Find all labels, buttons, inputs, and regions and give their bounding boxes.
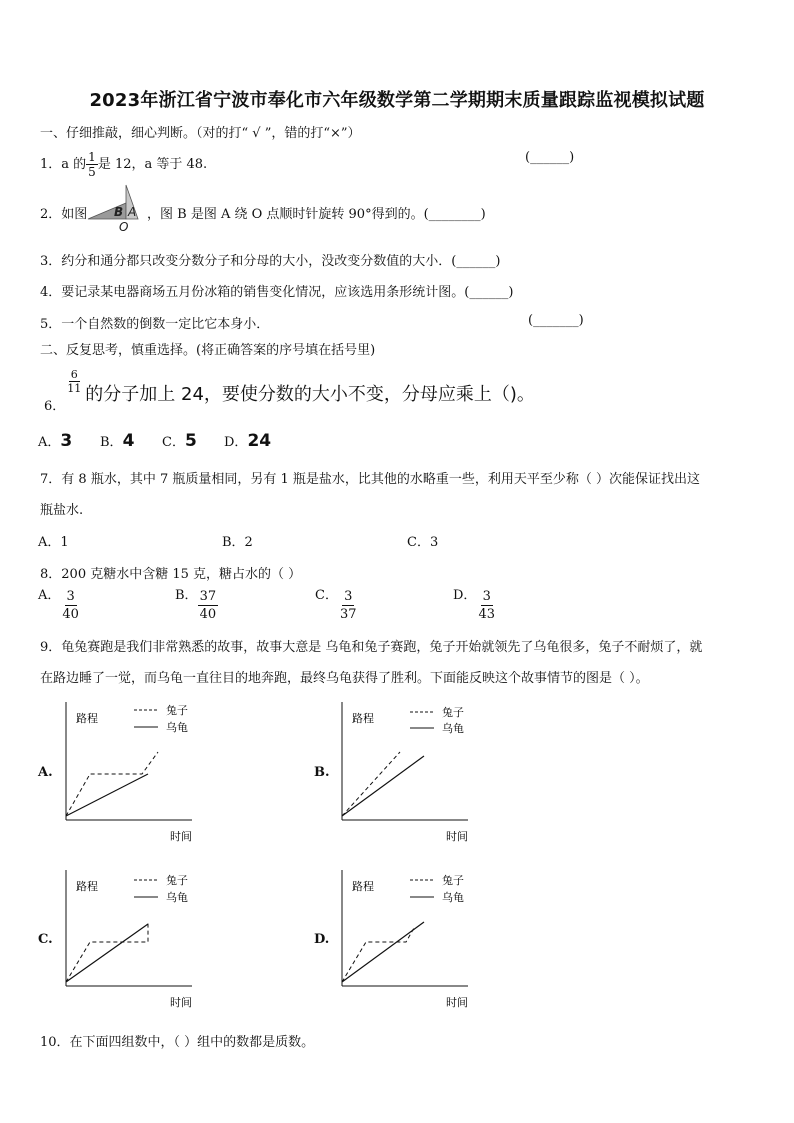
q6-option-a[interactable]: A．3 bbox=[38, 431, 73, 451]
graph-d-label[interactable]: D. bbox=[314, 932, 330, 947]
question-2-text: ，图 B 是图 A 绕 O 点顺时针旋转 90°得到的。(________) bbox=[147, 207, 486, 222]
q8-option-b[interactable]: B． $\frac{37}{40}$ bbox=[175, 588, 217, 622]
svg-text:时间: 时间 bbox=[446, 830, 468, 843]
svg-text:路程: 路程 bbox=[76, 880, 98, 893]
graph-a-label[interactable]: A. bbox=[38, 765, 53, 780]
svg-text:兔子: 兔子 bbox=[442, 706, 464, 719]
svg-text:路程: 路程 bbox=[352, 880, 374, 893]
answer-blank-1[interactable]: (______) bbox=[525, 150, 575, 165]
graph-a bbox=[62, 700, 202, 848]
svg-text:乌龟: 乌龟 bbox=[166, 721, 188, 734]
q7-option-b[interactable]: B．2 bbox=[222, 535, 253, 550]
svg-text:路程: 路程 bbox=[352, 712, 374, 725]
answer-blank-5[interactable]: (_______) bbox=[528, 313, 584, 328]
svg-text:O: O bbox=[119, 220, 129, 233]
q7-option-c[interactable]: C．3 bbox=[407, 535, 439, 550]
question-7: 7．有 8 瓶水，其中 7 瓶质量相同，另有 1 瓶是盐水，比其他的水略重一些，利用天平至少称（ ）次能保证找出这 bbox=[40, 472, 701, 487]
question-8: 8．200 克糖水中含糖 15 克，糖占水的（ ） bbox=[40, 567, 302, 582]
page-title: 2023年浙江省宁波市奉化市六年级数学第二学期期末质量跟踪监视模拟试题 bbox=[89, 90, 705, 111]
svg-text:路程: 路程 bbox=[76, 712, 98, 725]
rotation-triangle-figure bbox=[86, 183, 146, 233]
question-10: 10．在下面四组数中，（ ）组中的数都是质数。 bbox=[40, 1035, 315, 1050]
svg-text:B: B bbox=[114, 205, 124, 219]
question-9: 9．龟兔赛跑是我们非常熟悉的故事，故事大意是 乌龟和兔子赛跑，兔子开始就领先了乌龟很多，兔子不耐烦了，就 bbox=[40, 640, 703, 655]
fraction-6-11: $\frac{6}{11}$ bbox=[67, 368, 82, 395]
question-2: 2．如图 bbox=[40, 207, 88, 222]
q8-option-a[interactable]: A． $\frac{3}{40}$ bbox=[38, 588, 79, 622]
q8-option-c[interactable]: C． $\frac{3}{37}$ bbox=[315, 588, 357, 622]
svg-text:兔子: 兔子 bbox=[166, 874, 188, 887]
question-9-line2: 在路边睡了一觉，而乌龟一直往目的地奔跑，最终乌龟获得了胜利。下面能反映这个故事情节的图是（ ）。 bbox=[40, 671, 649, 686]
svg-text:乌龟: 乌龟 bbox=[442, 722, 464, 735]
section1-heading: 一、仔细推敲，细心判断。（对的打“ √ ”，错的打“×”） bbox=[40, 126, 361, 141]
graph-c bbox=[62, 868, 202, 1016]
svg-text:乌龟: 乌龟 bbox=[442, 891, 464, 904]
graph-d bbox=[338, 868, 478, 1016]
svg-text:时间: 时间 bbox=[170, 996, 192, 1009]
graph-b-label[interactable]: B. bbox=[314, 765, 330, 780]
svg-text:A: A bbox=[128, 205, 137, 219]
question-1: 1．a 的 $\frac{1}{5}$ 是 12，a 等于 48. bbox=[40, 150, 208, 179]
question-5: 5．一个自然数的倒数一定比它本身小． bbox=[40, 317, 270, 332]
svg-text:乌龟: 乌龟 bbox=[166, 891, 188, 904]
question-7-line2: 瓶盐水. bbox=[40, 503, 84, 518]
q6-option-c[interactable]: C．5 bbox=[162, 431, 197, 451]
svg-text:时间: 时间 bbox=[446, 996, 468, 1009]
question-3: 3．约分和通分都只改变分数分子和分母的大小，没改变分数值的大小．(______) bbox=[40, 254, 501, 269]
q8-option-d[interactable]: D． $\frac{3}{43}$ bbox=[453, 588, 495, 622]
svg-text:兔子: 兔子 bbox=[166, 704, 188, 717]
svg-text:时间: 时间 bbox=[170, 830, 192, 843]
question-6: $_{6.}$ $\frac{6}{11}$ 的分子加上 24，要使分数的大小不变，分母应乘上（)。 bbox=[44, 368, 535, 414]
fraction-1-5: $\frac{1}{5}$ bbox=[88, 150, 96, 179]
graph-c-label[interactable]: C. bbox=[38, 932, 53, 947]
question-4: 4．要记录某电器商场五月份冰箱的销售变化情况，应该选用条形统计图。(______) bbox=[40, 285, 514, 300]
q6-option-d[interactable]: D．24 bbox=[224, 431, 272, 451]
q6-option-b[interactable]: B．4 bbox=[100, 431, 135, 451]
q7-option-a[interactable]: A．1 bbox=[38, 535, 69, 550]
svg-text:兔子: 兔子 bbox=[442, 874, 464, 887]
graph-b bbox=[338, 700, 478, 848]
section2-heading: 二、反复思考，慎重选择。(将正确答案的序号填在括号里) bbox=[40, 343, 376, 358]
